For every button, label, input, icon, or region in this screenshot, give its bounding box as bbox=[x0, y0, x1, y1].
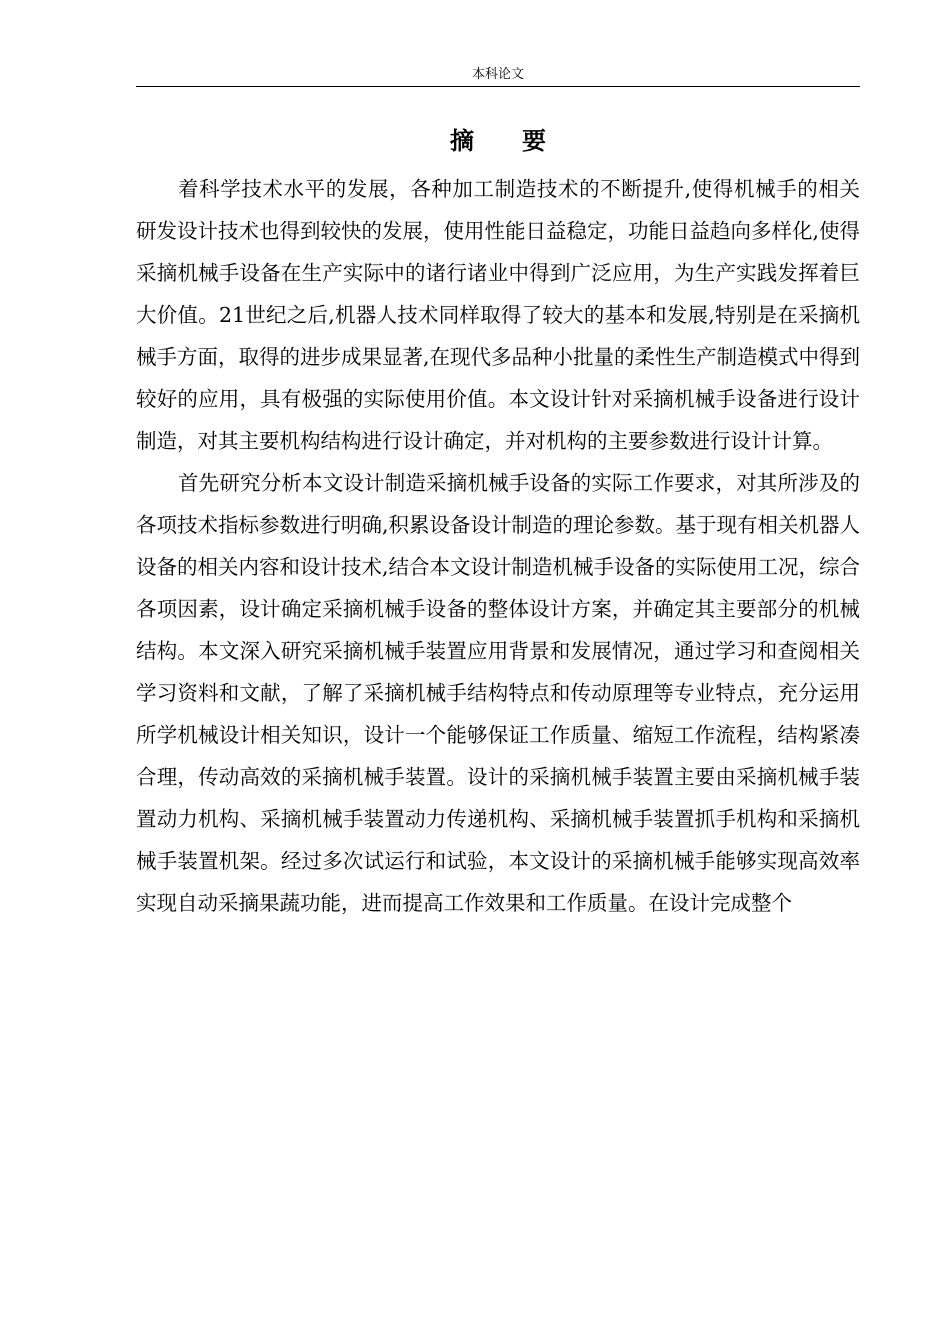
abstract-body bbox=[136, 168, 860, 924]
running-header: 本科论文 bbox=[471, 67, 524, 82]
abstract-paragraph-2: 首先研究分析本文设计制造采摘机械手设备的实际工作要求，对其所涉及的各项技术指标参数进行明确,积累设备设计制造的理论参数。基于现有相关机器人设备的相关内容和设计技术,结合本文设计制造机械手设备的实际使用工况，综合各项因素，设计确定采摘机械手设备的整体设计方案，并确定其主要部分的机械结构。本文深入研究采摘机械手装置应用背景和发展情况，通过学习和查阅相关学习资料和文献，了解了采摘机械手结构特点和传动原理等专业特点，充分运用所学机械设计相关知识，设计一个能够保证工作质量、缩短工作流程，结构紧凑合理，传动高效的采摘机械手装置。设计的采摘机械手装置主要由采摘机械手装置动力机构、采摘机械手装置动力传递机构、采摘机械手装置抓手机构和采摘机械手装置机架。经过多次试运行和试验，本文设计的采摘机械手能够实现高效率实现自动采摘果蔬功能，进而提高工作效果和工作质量。在设计完成整个 bbox=[136, 471, 861, 915]
abstract-paragraph-1: 着科学技术水平的发展，各种加工制造技术的不断提升,使得机械手的相关研发设计技术也得到较快的发展，使用性能日益稳定，功能日益趋向多样化,使得采摘机械手设备在生产实际中的诸行诸业中得到广泛应用，为生产实践发挥着巨大价值。21世纪之后,机器人技术同样取得了较大的基本和发展,特别是在采摘机械手方面，取得的进步成果显著,在现代多品种小批量的柔性生产制造模式中得到较好的应用，具有极强的实际使用价值。本文设计针对采摘机械手设备进行设计制造，对其主要机构结构进行设计确定，并对机构的主要参数进行设计计算。 bbox=[136, 177, 861, 453]
header-rule bbox=[136, 86, 860, 87]
abstract-title: 摘要 bbox=[450, 127, 594, 155]
